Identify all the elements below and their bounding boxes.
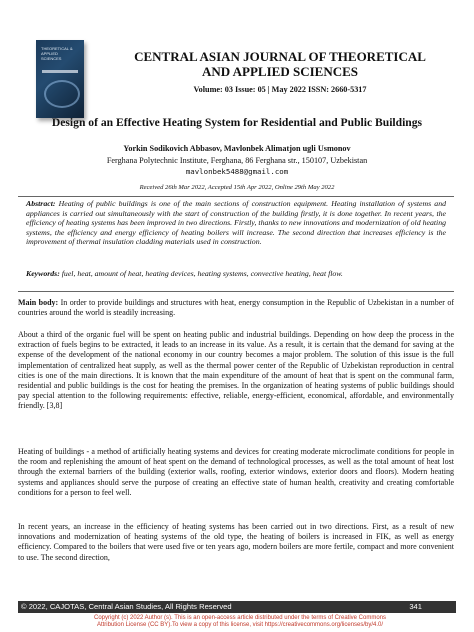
authors: Yorkin Sodikovich Abbasov, Mavlonbek Alimatjon ugli Usmonov xyxy=(123,144,351,153)
footer-bar xyxy=(18,601,456,613)
license-notice xyxy=(20,615,460,629)
body-paragraph-3: Heating of buildings - a method of artificially heating systems and devices for creating moderate microclimate conditions for people in the room and replenishing the amount of heat spent on the demand of technological processes, as well as the total amount of heat lost through the external barriers of the building (exterior walls, roofing, exterior windows, exterior doors and floors). Modern heating systems and appliances should serve the purpose of creating an effective state of human health, creativity and creating comfortable conditions for a person to feel well. xyxy=(18,447,454,497)
cover-graphic xyxy=(44,80,80,108)
cover-text: THEORETICAL & APPLIED SCIENCES xyxy=(41,46,73,61)
keywords-text: fuel, heat, amount of heat, heating devices, heating systems, convective heating, heat flow. xyxy=(61,269,343,278)
journal-cover-image xyxy=(36,40,84,118)
paper-title: Design of an Effective Heating System for Residential and Public Buildings xyxy=(51,116,423,129)
keywords xyxy=(26,269,446,279)
cover-stripe xyxy=(42,70,78,73)
body-paragraph-4: In recent years, an increase in the efficiency of heating systems has been carried out in two directions. First, as a result of new innovations and modernization of heating systems of the old type, the heating of boilers is increased in FIK, as well as energy efficiency. Compared to the boilers that were used five or ten years ago, modern boilers are more fertile, compact and more convenient to use. The second direction, xyxy=(18,522,454,562)
main-body-label: Main body: xyxy=(18,298,59,307)
volume-issue-line: Volume: 03 Issue: 05 | May 2022 ISSN: 2660-5317 xyxy=(193,85,367,94)
page-number: 341 xyxy=(409,602,422,611)
body-paragraph-1-text: In order to provide buildings and structures with heat, energy consumption in the Republic of Uzbekistan in a number of countries around the world is steadily increasing. xyxy=(18,298,454,318)
abstract-label: Abstract: xyxy=(26,199,56,208)
journal-title-line2: AND APPLIED SCIENCES xyxy=(201,64,359,79)
license-line-1: Copyright (c) 2022 Author (s). This is an open-access article distributed under the terms of Creative Commons xyxy=(93,615,387,621)
license-line-2: Attribution License (CC BY).To view a copy of this license, visit https://creativecommons.org/licenses/by/4.0/ xyxy=(96,622,384,628)
affiliation: Ferghana Polytechnic Institute, Ferghana, 86 Ferghana str., 150107, Uzbekistan xyxy=(106,156,368,165)
footer-copyright: © 2022, CAJOTAS, Central Asian Studies, All Rights Reserved xyxy=(21,602,232,611)
received-dates: Received 26th Mar 2022, Accepted 15th Apr 2022, Online 29th May 2022 xyxy=(139,184,335,191)
author-email: mavlonbek5488@gmail.com xyxy=(185,167,289,176)
body-paragraph-1 xyxy=(18,298,454,318)
abstract xyxy=(26,199,446,247)
journal-title xyxy=(120,49,440,79)
journal-title-line1: CENTRAL ASIAN JOURNAL OF THEORETICAL xyxy=(134,49,426,64)
body-paragraph-2: About a third of the organic fuel will be spent on heating public and industrial buildings. Depending on how deep the process in the extraction of fuels begins to be extracted, it leads to an increase in its value. As a result, it is certain that the demand for saving at the expense of the development of the national economy in our country becomes a major problem. The solution of this issue is the full implementation of centralized heat supply, as well as the thermal power center of the Republic of Uzbekistan reproduction in central cities is one of the main directions. It is known that the main expenditure of the amount of heat that is spent on the communal farm, residential and public buildings is the cost for heating the premises. In the organization of heating systems of public buildings should pay special attention to the following requirements: effective, reliable, energy-efficient, economical, affordable, and environmentally friendly. [3,8] xyxy=(18,330,454,411)
keywords-label: Keywords: xyxy=(26,269,60,278)
abstract-text: Heating of public buildings is one of the main sections of construction equipment. Heating installation of systems and appliances is carried out simultaneously with the start of construction of the building firstly, it is done together. In recent years, the efficiency of heating systems has been improved in two directions. Firstly, thanks to new innovations and modernization of old heating systems, the efficiency and energy efficiency of heating boilers will increase. The second direction that increases efficiency is the improvement of thermal insulation cladding materials used in construction. xyxy=(26,199,446,247)
